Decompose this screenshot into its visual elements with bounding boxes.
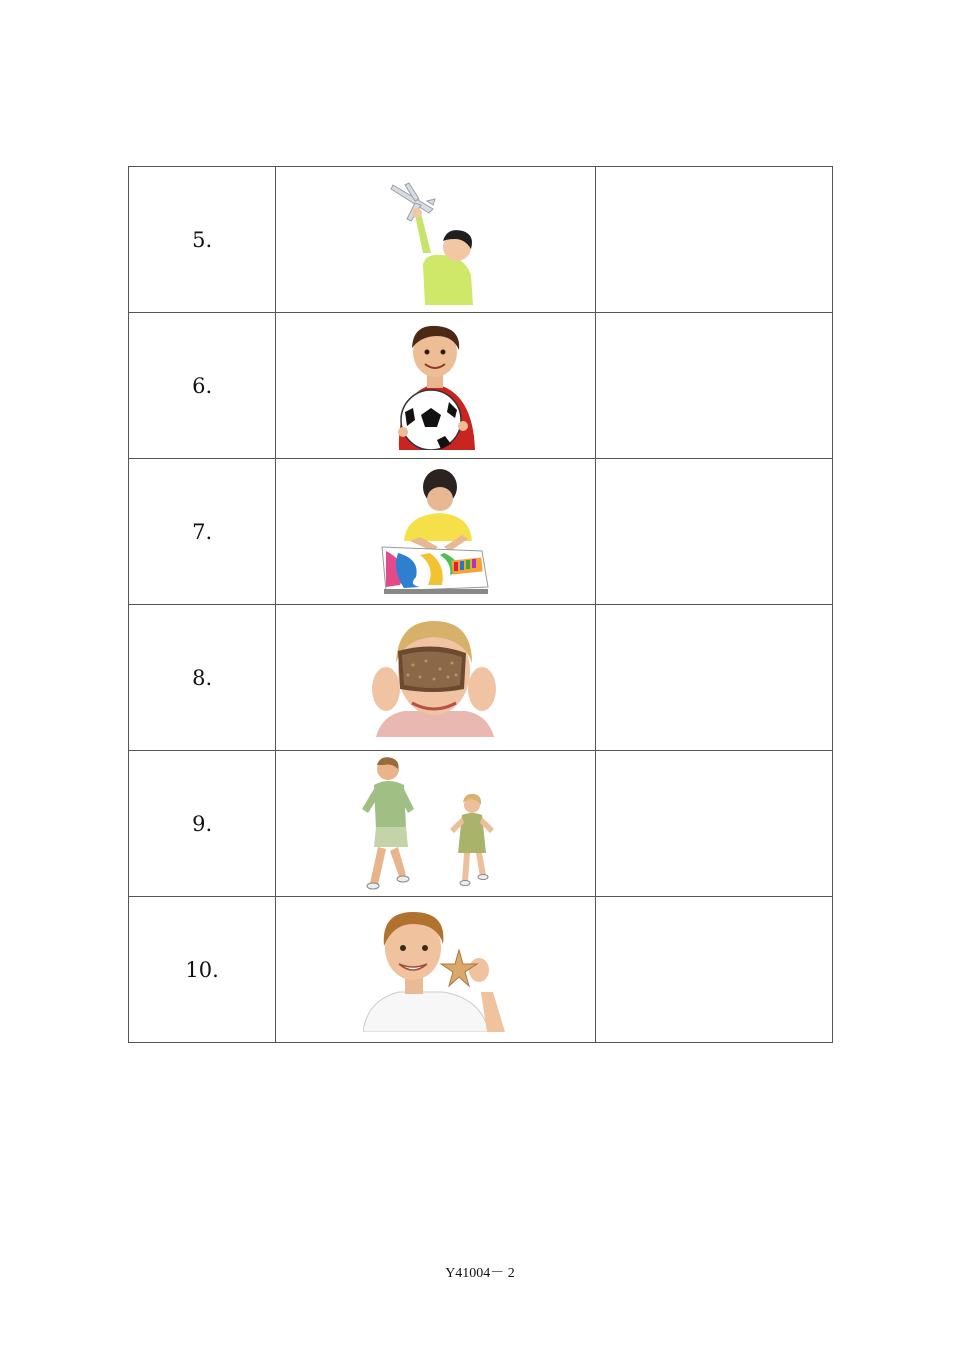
- item-number: 8.: [129, 605, 276, 751]
- boy-drawing-with-crayons-image: [380, 467, 490, 597]
- picture-cell: [276, 605, 595, 751]
- girl-holding-bread-image: [368, 619, 502, 737]
- table-row: [129, 897, 833, 1043]
- picture-cell: [276, 313, 595, 459]
- children-running-image: [360, 757, 510, 891]
- answer-cell[interactable]: [595, 751, 832, 897]
- item-number: 6.: [129, 313, 276, 459]
- table-row: [129, 605, 833, 751]
- answer-cell[interactable]: [595, 167, 832, 313]
- boy-holding-football-image: [385, 322, 485, 450]
- page-footer: Y41004－ 2: [445, 1266, 515, 1281]
- exercise-table-container: [128, 166, 833, 1043]
- answer-cell[interactable]: [595, 459, 832, 605]
- table-row: [129, 751, 833, 897]
- boy-holding-starfish-image: [363, 908, 507, 1032]
- boy-flying-toy-plane-image: [385, 175, 485, 305]
- picture-cell: [276, 167, 595, 313]
- answer-cell[interactable]: [595, 897, 832, 1043]
- picture-cell: [276, 751, 595, 897]
- item-number: 5.: [129, 167, 276, 313]
- answer-cell[interactable]: [595, 313, 832, 459]
- picture-cell: [276, 897, 595, 1043]
- table-row: [129, 167, 833, 313]
- item-number: 7.: [129, 459, 276, 605]
- answer-cell[interactable]: [595, 605, 832, 751]
- picture-cell: [276, 459, 595, 605]
- item-number: 9.: [129, 751, 276, 897]
- table-row: [129, 313, 833, 459]
- table-row: [129, 459, 833, 605]
- item-number: 10.: [129, 897, 276, 1043]
- exercise-table: [128, 166, 833, 1043]
